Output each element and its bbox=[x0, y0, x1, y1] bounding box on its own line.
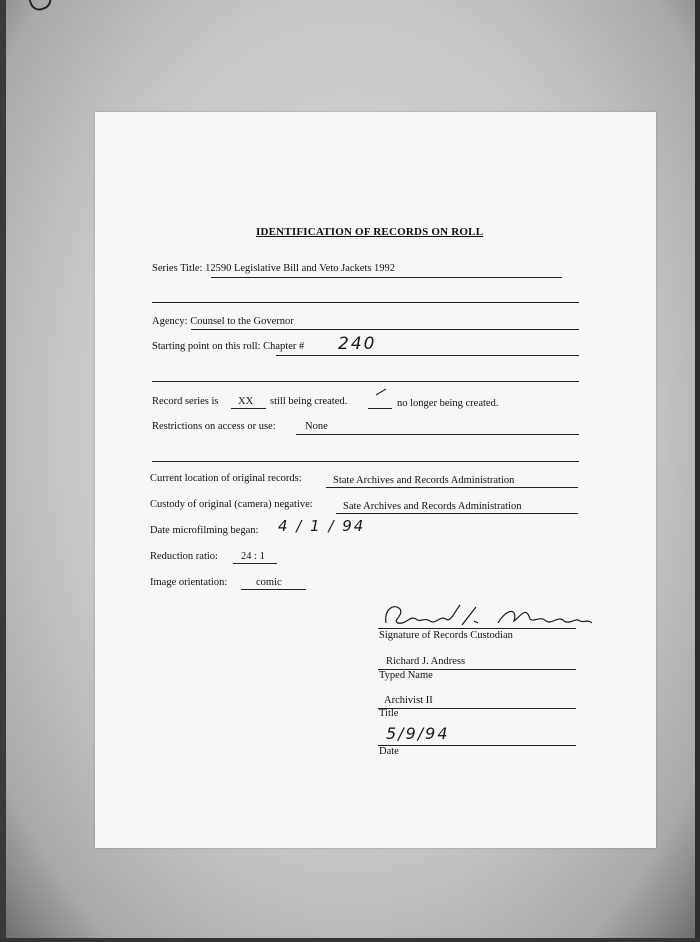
still-being-created-label: still being created. bbox=[270, 396, 348, 407]
film-edge-right bbox=[695, 0, 700, 942]
starting-point-value: Chapter # bbox=[263, 341, 305, 352]
film-corner-mark bbox=[28, 0, 54, 13]
custody-underline bbox=[336, 513, 578, 514]
film-edge-bottom bbox=[0, 938, 700, 942]
reduction-ratio-underline bbox=[233, 563, 277, 564]
film-edge-left bbox=[0, 0, 6, 942]
date-began-handwritten: 4 / 1 / 94 bbox=[278, 517, 366, 535]
title-caption: Title bbox=[379, 708, 399, 719]
restrictions-value: None bbox=[305, 421, 328, 432]
still-being-created-mark: XX bbox=[238, 396, 254, 407]
image-orientation-label: Image orientation: bbox=[150, 577, 228, 588]
date-underline bbox=[378, 745, 576, 746]
reduction-ratio-value: 24 : 1 bbox=[241, 551, 265, 562]
starting-point-handwritten: 240 bbox=[338, 334, 377, 354]
no-longer-being-created-blank bbox=[368, 408, 392, 409]
current-location-underline bbox=[326, 487, 578, 488]
starting-point-row bbox=[152, 341, 304, 352]
document-title: IDENTIFICATION OF RECORDS ON ROLL bbox=[256, 226, 484, 238]
reduction-ratio-label: Reduction ratio: bbox=[150, 551, 218, 562]
image-orientation-value: comic bbox=[256, 577, 282, 588]
title-underline bbox=[378, 708, 576, 709]
title-value: Archivist II bbox=[384, 695, 433, 706]
starting-point-label: Starting point on this roll: bbox=[152, 341, 261, 352]
date-handwritten: 5/9/94 bbox=[386, 724, 450, 743]
signature-underline bbox=[378, 628, 576, 629]
starting-point-second-line bbox=[152, 381, 579, 382]
still-being-created-blank bbox=[231, 408, 266, 409]
restrictions-second-line bbox=[152, 461, 579, 462]
signature-caption: Signature of Records Custodian bbox=[379, 630, 513, 641]
no-longer-check-mark bbox=[374, 387, 388, 397]
series-title-second-line bbox=[152, 302, 579, 303]
handwritten-signature bbox=[380, 599, 595, 631]
series-title-label: Series Title: bbox=[152, 263, 203, 274]
record-series-label: Record series is bbox=[152, 396, 219, 407]
series-title-underline bbox=[211, 277, 562, 278]
image-orientation-underline bbox=[241, 589, 306, 590]
current-location-label: Current location of original records: bbox=[150, 473, 302, 484]
no-longer-being-created-label: no longer being created. bbox=[397, 398, 499, 409]
custody-value: Sate Archives and Records Administration bbox=[343, 501, 522, 512]
agency-value: Counsel to the Governor bbox=[190, 316, 294, 327]
restrictions-row bbox=[152, 421, 276, 432]
starting-point-underline bbox=[276, 355, 579, 356]
series-title-value: 12590 Legislative Bill and Veto Jackets 1992 bbox=[205, 263, 396, 274]
date-began-label: Date microfilming began: bbox=[150, 525, 259, 536]
custody-label: Custody of original (camera) negative: bbox=[150, 499, 313, 510]
current-location-value: State Archives and Records Administration bbox=[333, 475, 515, 486]
date-caption: Date bbox=[379, 746, 399, 757]
typed-name-value: Richard J. Andress bbox=[386, 656, 466, 667]
series-title-row bbox=[152, 263, 395, 274]
restrictions-underline bbox=[296, 434, 579, 435]
agency-underline bbox=[191, 329, 579, 330]
agency-label: Agency: bbox=[152, 316, 188, 327]
restrictions-label: Restrictions on access or use: bbox=[152, 421, 276, 432]
typed-name-caption: Typed Name bbox=[379, 670, 433, 681]
agency-row bbox=[152, 316, 294, 327]
